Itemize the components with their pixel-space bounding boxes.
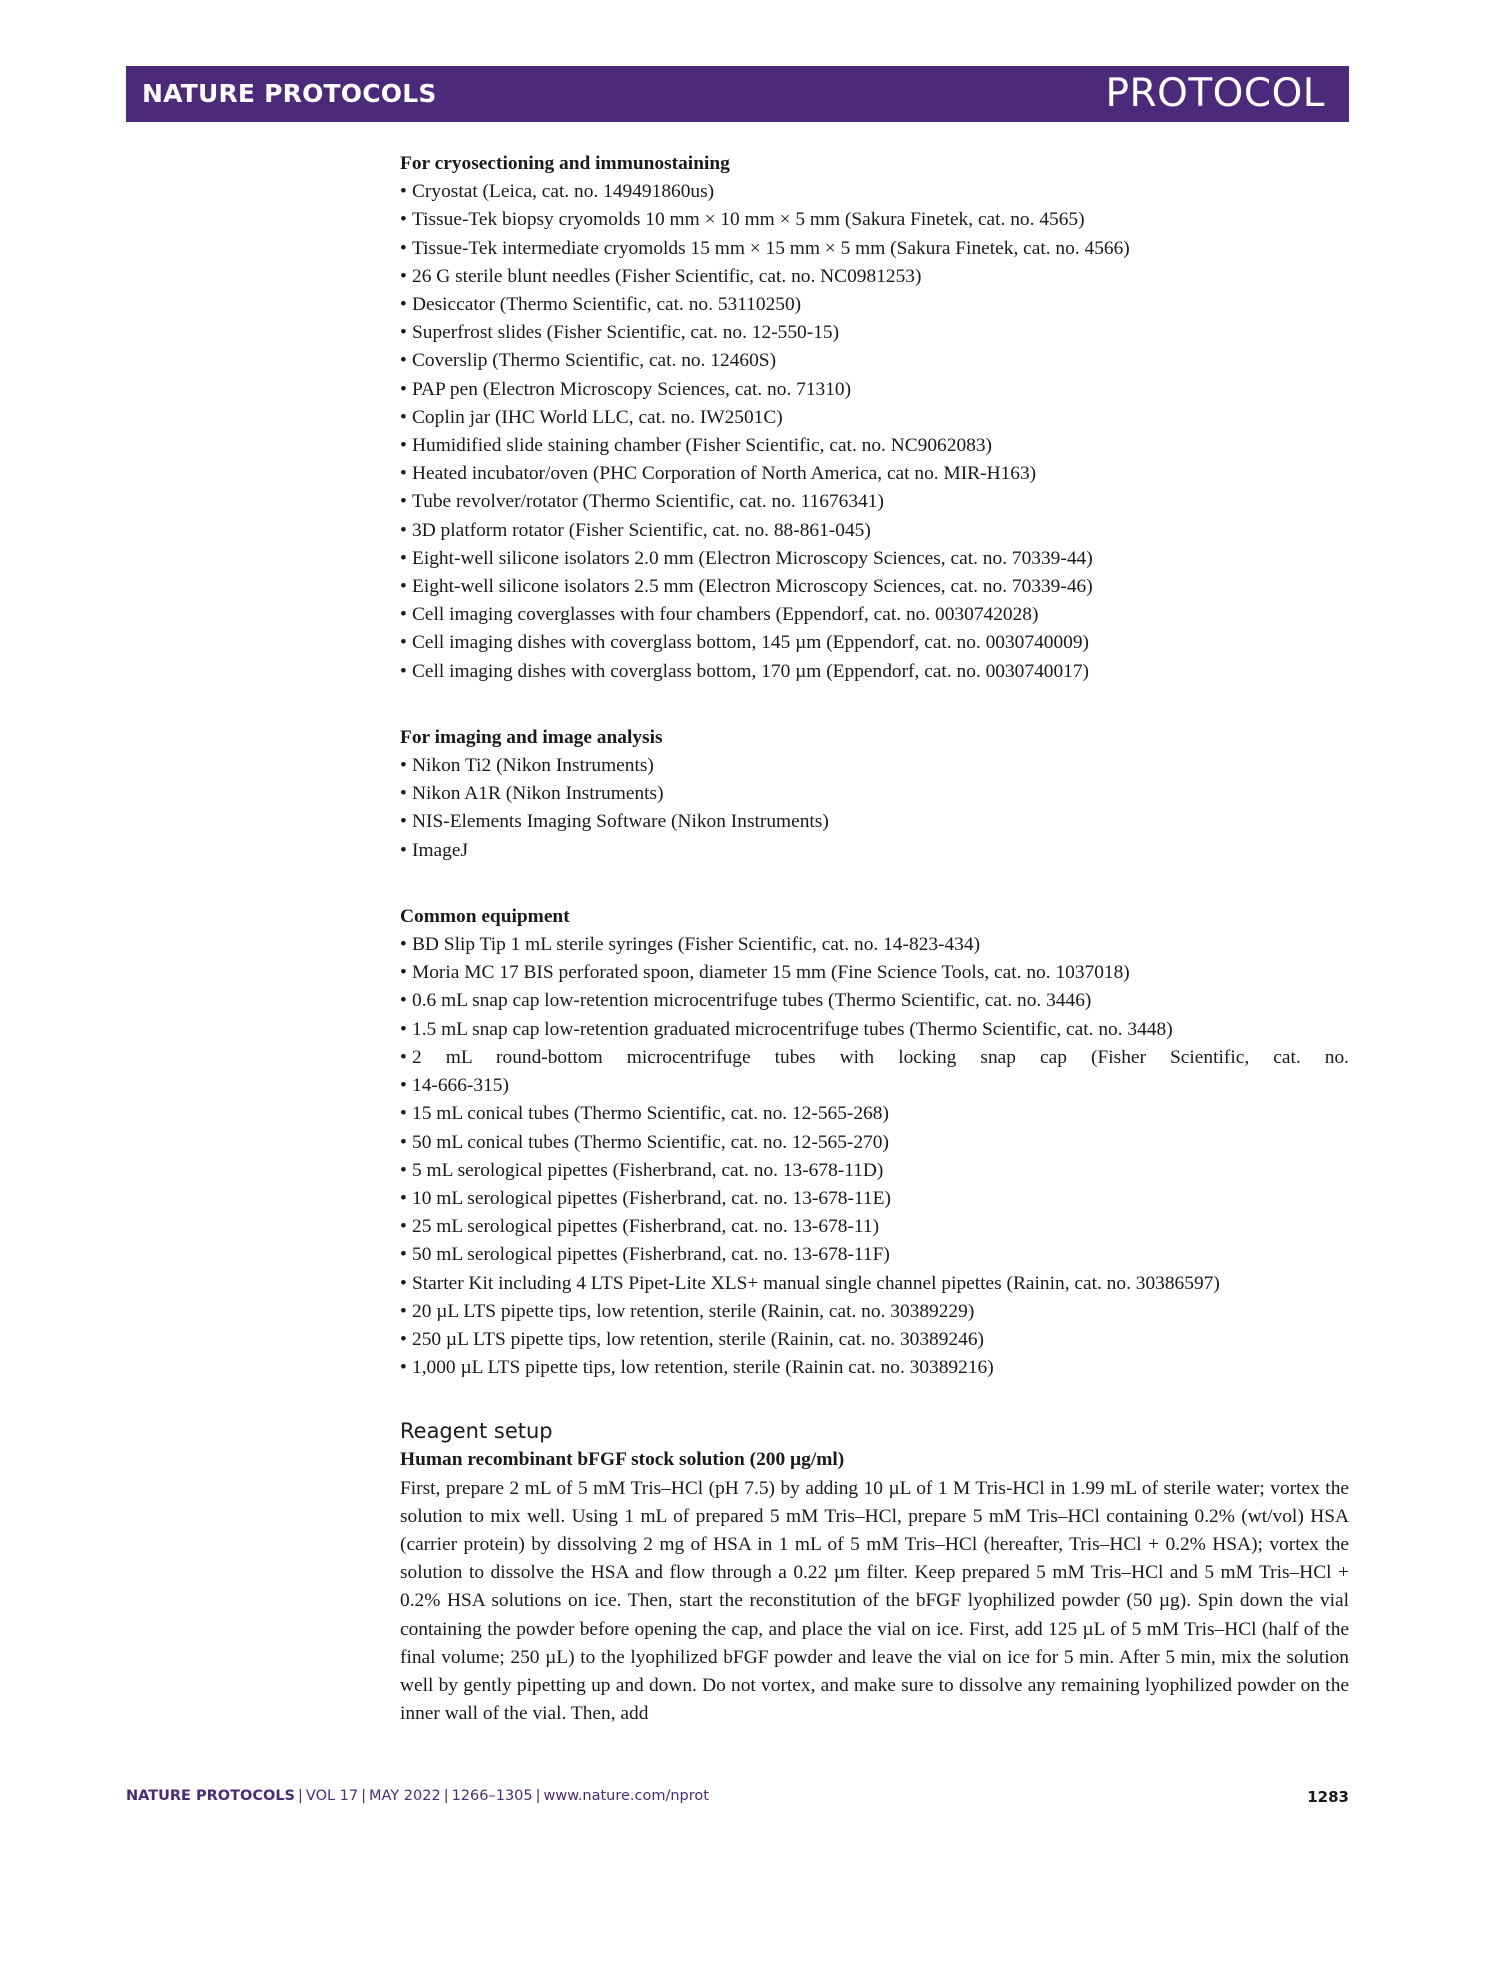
list-item: • NIS-Elements Imaging Software (Nikon Instruments) bbox=[400, 808, 1349, 836]
page-number: 1283 bbox=[1307, 1788, 1349, 1806]
list-item: • Coverslip (Thermo Scientific, cat. no. 12460S) bbox=[400, 347, 1349, 375]
list-item: • 1.5 mL snap cap low-retention graduated microcentrifuge tubes (Thermo Scientific, cat. no. 3448) bbox=[400, 1016, 1349, 1044]
footer-date: MAY 2022 bbox=[369, 1788, 441, 1804]
list-item: • ImageJ bbox=[400, 837, 1349, 865]
list-item-text: 2 mL round-bottom microcentrifuge tubes with locking snap cap (Fisher Scientific, cat. no. bbox=[412, 1046, 1349, 1068]
section-heading-common-equipment: Common equipment bbox=[400, 905, 570, 927]
section-heading-imaging: For imaging and image analysis bbox=[400, 726, 663, 748]
list-item: • Humidified slide staining chamber (Fisher Scientific, cat. no. NC9062083) bbox=[400, 432, 1349, 460]
list-item: • 3D platform rotator (Fisher Scientific, cat. no. 88-861-045) bbox=[400, 517, 1349, 545]
list-item: • 20 µL LTS pipette tips, low retention, sterile (Rainin, cat. no. 30389229) bbox=[400, 1298, 1349, 1326]
list-item: • 25 mL serological pipettes (Fisherbrand, cat. no. 13-678-11) bbox=[400, 1213, 1349, 1241]
list-item: • Nikon Ti2 (Nikon Instruments) bbox=[400, 752, 1349, 780]
equipment-list-imaging bbox=[400, 752, 1349, 865]
list-item: • PAP pen (Electron Microscopy Sciences, cat. no. 71310) bbox=[400, 376, 1349, 404]
footer-volume: VOL 17 bbox=[305, 1788, 359, 1804]
list-item: • Cell imaging dishes with coverglass bottom, 145 µm (Eppendorf, cat. no. 0030740009) bbox=[400, 629, 1349, 657]
article-type: PROTOCOL bbox=[1105, 71, 1325, 116]
list-item: • Tissue-Tek intermediate cryomolds 15 mm × 15 mm × 5 mm (Sakura Finetek, cat. no. 4566) bbox=[400, 235, 1349, 263]
list-item-continuation bbox=[400, 1072, 1349, 1100]
list-item: • BD Slip Tip 1 mL sterile syringes (Fisher Scientific, cat. no. 14-823-434) bbox=[400, 931, 1349, 959]
list-item: • 0.6 mL snap cap low-retention microcentrifuge tubes (Thermo Scientific, cat. no. 3446) bbox=[400, 987, 1349, 1015]
page-content bbox=[400, 150, 1349, 1728]
equipment-list-common bbox=[400, 931, 1349, 1382]
list-item: • Cell imaging dishes with coverglass bottom, 170 µm (Eppendorf, cat. no. 0030740017) bbox=[400, 658, 1349, 686]
list-item: • Coplin jar (IHC World LLC, cat. no. IW2501C) bbox=[400, 404, 1349, 432]
list-item: • Starter Kit including 4 LTS Pipet-Lite XLS+ manual single channel pipettes (Rainin, cat. no. 30386597) bbox=[400, 1270, 1349, 1298]
list-item: • Tissue-Tek biopsy cryomolds 10 mm × 10 mm × 5 mm (Sakura Finetek, cat. no. 4565) bbox=[400, 206, 1349, 234]
reagent-setup-heading: Reagent setup bbox=[400, 1419, 553, 1444]
list-item: • Eight-well silicone isolators 2.0 mm (Electron Microscopy Sciences, cat. no. 70339-44) bbox=[400, 545, 1349, 573]
reagent-subheading: Human recombinant bFGF stock solution (200 µg/ml) bbox=[400, 1449, 845, 1471]
journal-header-bar bbox=[126, 66, 1349, 122]
list-item: • Cryostat (Leica, cat. no. 149491860us) bbox=[400, 178, 1349, 206]
section-heading-cryosectioning: For cryosectioning and immunostaining bbox=[400, 153, 730, 174]
list-item: • Superfrost slides (Fisher Scientific, cat. no. 12-550-15) bbox=[400, 319, 1349, 347]
list-item: • Tube revolver/rotator (Thermo Scientific, cat. no. 11676341) bbox=[400, 488, 1349, 516]
list-item: • 50 mL conical tubes (Thermo Scientific, cat. no. 12-565-270) bbox=[400, 1129, 1349, 1157]
list-item: • 15 mL conical tubes (Thermo Scientific, cat. no. 12-565-268) bbox=[400, 1100, 1349, 1128]
list-item: • 26 G sterile blunt needles (Fisher Scientific, cat. no. NC0981253) bbox=[400, 263, 1349, 291]
list-item: • Desiccator (Thermo Scientific, cat. no. 53110250) bbox=[400, 291, 1349, 319]
list-item: • 5 mL serological pipettes (Fisherbrand, cat. no. 13-678-11D) bbox=[400, 1157, 1349, 1185]
list-item bbox=[400, 1044, 1349, 1072]
list-item: • Eight-well silicone isolators 2.5 mm (Electron Microscopy Sciences, cat. no. 70339-46) bbox=[400, 573, 1349, 601]
list-item: • 1,000 µL LTS pipette tips, low retention, sterile (Rainin cat. no. 30389216) bbox=[400, 1354, 1349, 1382]
page-footer: NATURE PROTOCOLS | VOL 17 | MAY 2022 | 1266–1305 | www.nature.com/nprot 1283 bbox=[126, 1788, 1349, 1806]
list-item: • 50 mL serological pipettes (Fisherbrand, cat. no. 13-678-11F) bbox=[400, 1241, 1349, 1269]
footer-pages: 1266–1305 bbox=[451, 1788, 533, 1804]
footer-journal: NATURE PROTOCOLS bbox=[126, 1788, 296, 1804]
list-item-continuation-text: 14-666-315) bbox=[412, 1075, 509, 1097]
list-item: • Nikon A1R (Nikon Instruments) bbox=[400, 780, 1349, 808]
list-item: • 10 mL serological pipettes (Fisherbrand, cat. no. 13-678-11E) bbox=[400, 1185, 1349, 1213]
list-item: • Cell imaging coverglasses with four chambers (Eppendorf, cat. no. 0030742028) bbox=[400, 601, 1349, 629]
list-item: • Heated incubator/oven (PHC Corporation of North America, cat no. MIR-H163) bbox=[400, 460, 1349, 488]
list-item: • Moria MC 17 BIS perforated spoon, diameter 15 mm (Fine Science Tools, cat. no. 1037018) bbox=[400, 959, 1349, 987]
footer-url-link[interactable]: www.nature.com/nprot bbox=[543, 1788, 709, 1804]
reagent-body-paragraph: First, prepare 2 mL of 5 mM Tris–HCl (pH 7.5) by adding 10 µL of 1 M Tris-HCl in 1.99 mL of sterile water; vortex the solution to mix well. Using 1 mL of prepared 5 mM Tris–HCl, prepare 5 mM Tris–HCl containing 0.2% (wt/vol) HSA (carrier protein) by dissolving 2 mg of HSA in 1 mL of 5 mM Tris–HCl (hereafter, Tris–HCl + 0.2% HSA); vortex the solution to dissolve the HSA and flow through a 0.22 µm filter. Keep prepared 5 mM Tris–HCl and 5 mM Tris–HCl + 0.2% HSA solutions on ice. Then, start the reconstitution of the bFGF lyophilized powder (50 µg). Spin down the vial containing the powder before opening the cap, and place the vial on ice. First, add 125 µL of 5 mM Tris–HCl (half of the final volume; 250 µL) to the lyophilized bFGF powder and leave the vial on ice for 5 min. After 5 min, mix the solution well by gently pipetting up and down. Do not vortex, and make sure to dissolve any remaining lyophilized powder on the inner wall of the vial. Then, add bbox=[400, 1477, 1349, 1725]
equipment-list-cryosectioning bbox=[400, 178, 1349, 686]
journal-name: NATURE PROTOCOLS bbox=[142, 79, 437, 108]
list-item: • 250 µL LTS pipette tips, low retention, sterile (Rainin, cat. no. 30389246) bbox=[400, 1326, 1349, 1354]
